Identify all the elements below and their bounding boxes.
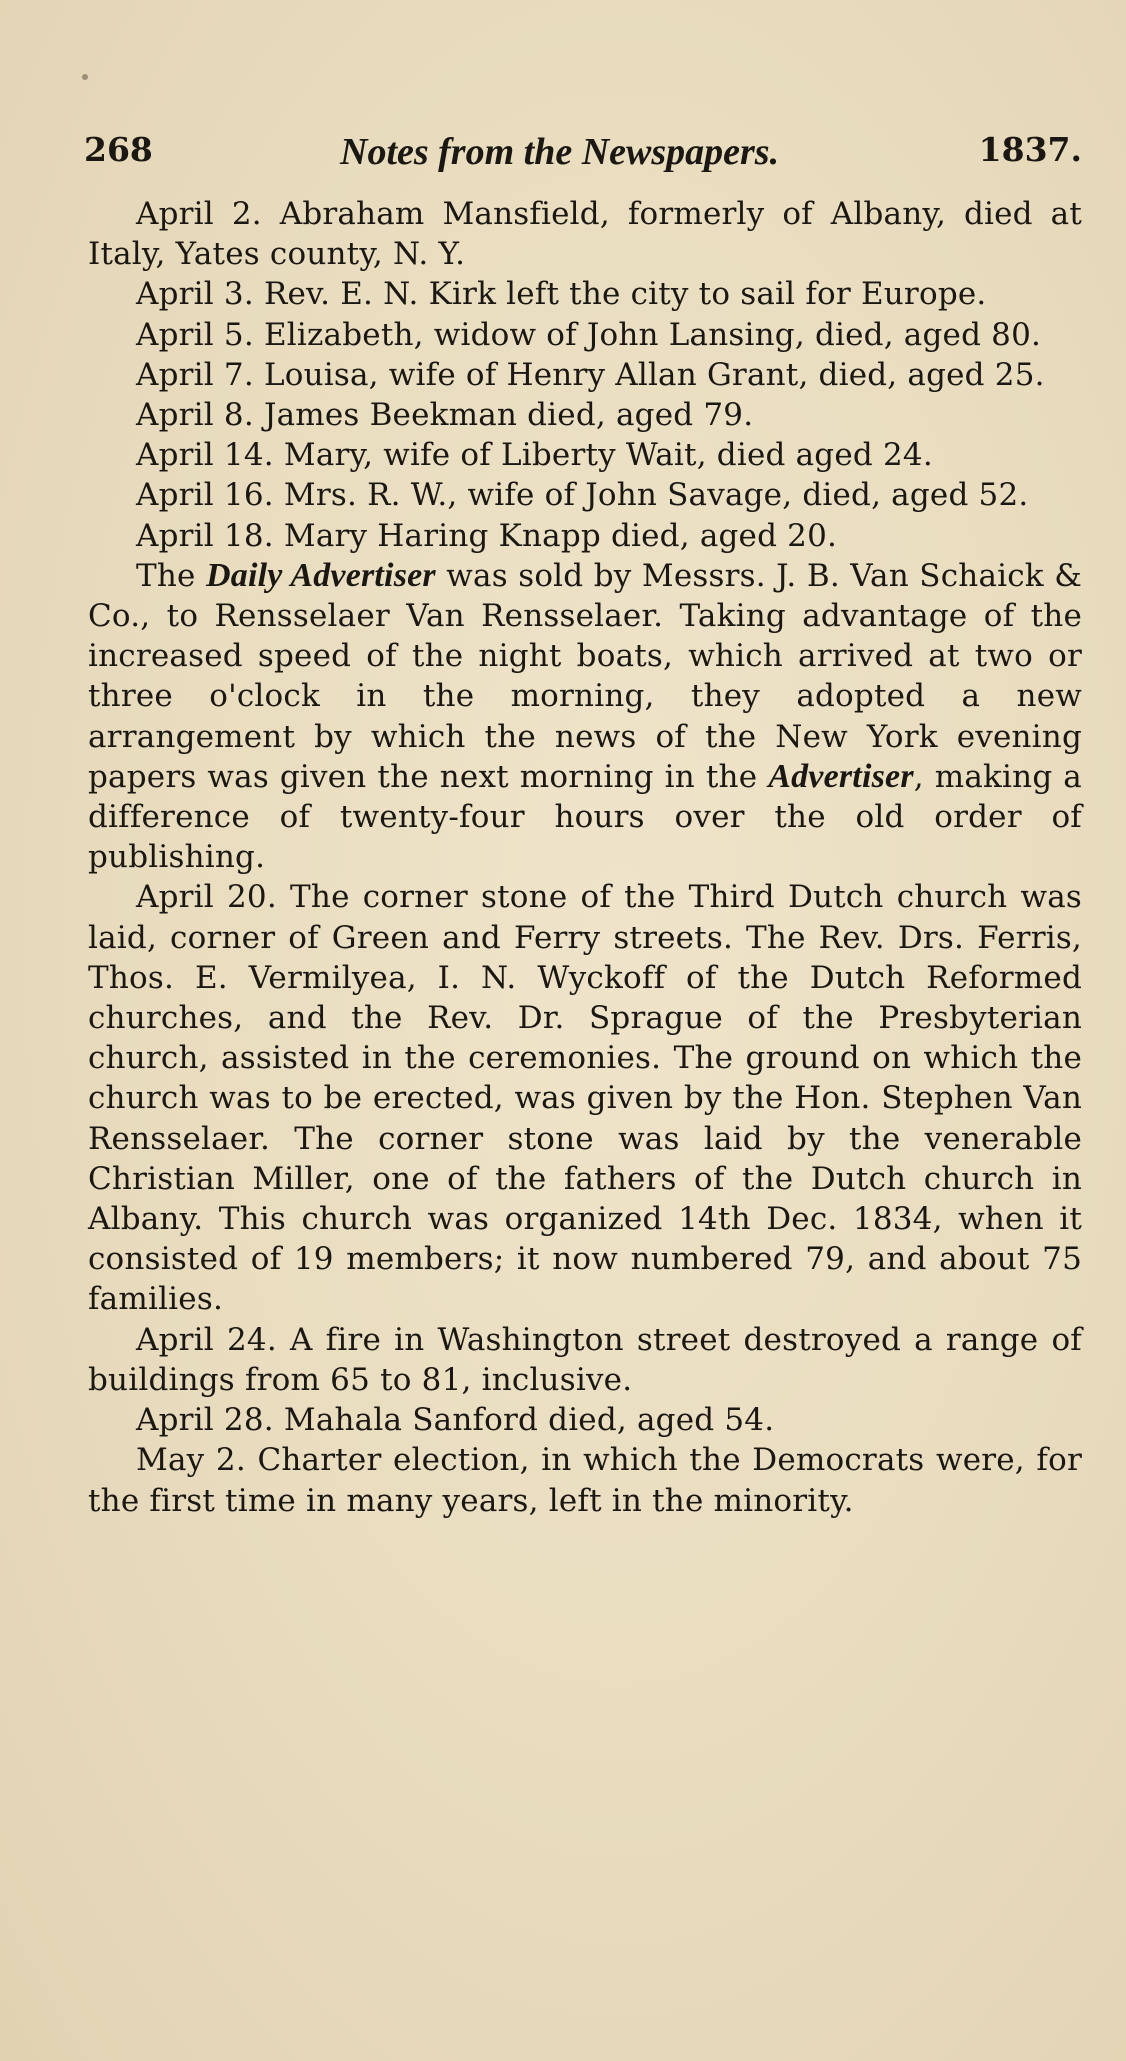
entry-april-7: April 7. Louisa, wife of Henry Allan Grant, died, aged 25. — [136, 356, 1045, 393]
entry-april-2: April 2. Abraham Mansfield, formerly of Albany, died at Italy, Yates county, N. Y. — [88, 196, 1082, 273]
entry-may-2: May 2. Charter election, in which the Democrats were, for the first time in many years, left in the minority. — [88, 1442, 1082, 1519]
entry-daily-advertiser — [88, 556, 1082, 878]
page-number: 268 — [84, 130, 153, 169]
ink-speck — [82, 74, 88, 80]
entry-text: , making a difference of twenty-four hours over the old order of publishing. — [88, 758, 1082, 876]
running-header — [84, 130, 1082, 174]
entry-april-16: April 16. Mrs. R. W., wife of John Savage, died, aged 52. — [136, 477, 1029, 514]
entry-april-24: April 24. A fire in Washington street destroyed a range of buildings from 65 to 81, inclusive. — [88, 1321, 1082, 1398]
entry-text: The — [136, 557, 206, 594]
entry-text: was sold by Messrs. J. B. Van Schaick & Co., to Rensselaer Van Rensselaer. Taking advantage of the increased speed of the night boats, which arrived at two or three o'clock in the morning, they adopted a new arrangement by which the news of the New York evening papers was given the next morning in the — [88, 557, 1082, 795]
entry-april-20: April 20. The corner stone of the Third Dutch church was laid, corner of Green and Ferry streets. The Rev. Drs. Ferris, Thos. E. Vermilyea, I. N. Wyckoff of the Dutch Reformed churches, and the Rev. Dr. Sprague of the Presbyterian church, assisted in the ceremonies. The ground on which the church was to be erected, was given by the Hon. Stephen Van Rensselaer. The corner stone was laid by the venerable Christian Miller, one of the fathers of the Dutch church in Albany. This church was organized 14th Dec. 1834, when it consisted of 19 members; it now numbered 79, and about 75 families. — [88, 879, 1082, 1318]
newspaper-name: Advertiser — [768, 757, 914, 795]
running-title: Notes from the Newspapers. — [340, 131, 780, 173]
page-body — [88, 194, 1082, 1521]
entry-april-28: April 28. Mahala Sanford died, aged 54. — [136, 1402, 775, 1439]
entry-april-18: April 18. Mary Haring Knapp died, aged 20. — [136, 517, 838, 554]
header-year: 1837. — [978, 130, 1082, 169]
entry-april-14: April 14. Mary, wife of Liberty Wait, died aged 24. — [136, 437, 933, 474]
entry-april-8: April 8. James Beekman died, aged 79. — [136, 397, 754, 434]
entry-april-5: April 5. Elizabeth, widow of John Lansing, died, aged 80. — [136, 316, 1042, 353]
newspaper-name: Daily Advertiser — [206, 556, 436, 594]
entry-april-3: April 3. Rev. E. N. Kirk left the city to sail for Europe. — [136, 276, 987, 313]
